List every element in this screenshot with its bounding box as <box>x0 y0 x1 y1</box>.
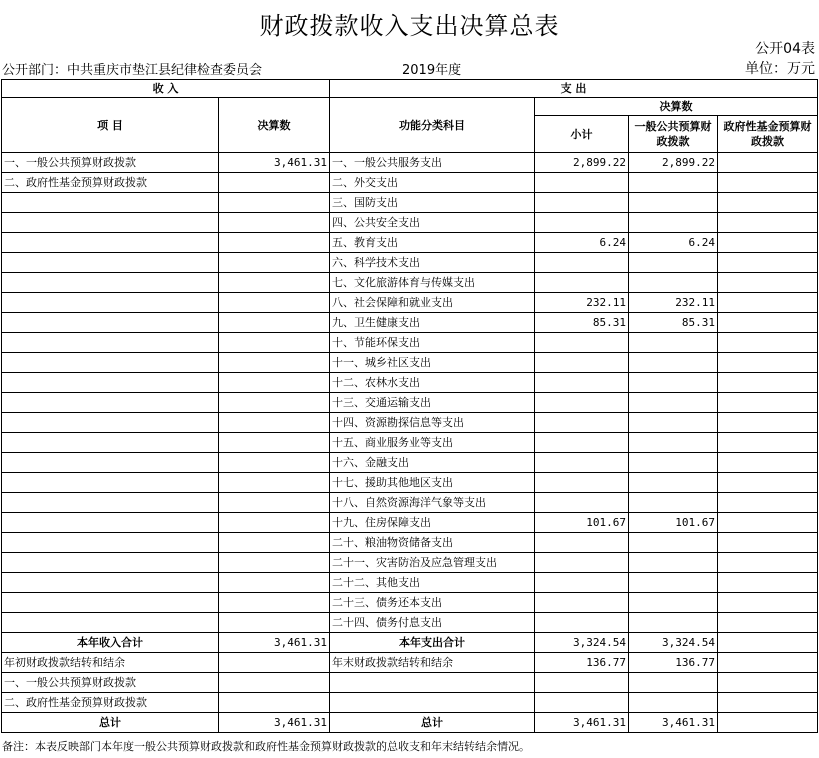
subtotal-cell <box>535 453 629 473</box>
table-row <box>2 413 818 433</box>
income-total-cell: 3,461.31 <box>219 633 330 653</box>
income-amount-cell <box>219 373 330 393</box>
unit-label: 单位：万元 <box>745 61 815 77</box>
subtotal-cell <box>535 613 629 633</box>
income-amount-cell <box>219 253 330 273</box>
fiscal-year: 2019年度 <box>402 63 462 78</box>
expense-item-cell: 一、一般公共服务支出 <box>330 153 535 173</box>
expense-item-cell: 二十一、灾害防治及应急管理支出 <box>330 553 535 573</box>
empty-cell <box>535 673 629 693</box>
general-budget-cell <box>629 593 718 613</box>
header-final-amount: 决算数 <box>219 98 330 153</box>
gov-fund-cell <box>718 333 818 353</box>
form-number: 公开04表 <box>755 41 815 57</box>
gov-fund-cell <box>718 573 818 593</box>
subtotal-cell <box>535 413 629 433</box>
table-row <box>2 253 818 273</box>
general-budget-cell <box>629 613 718 633</box>
general-budget-cell: 232.11 <box>629 293 718 313</box>
gov-fund-cell <box>718 353 818 373</box>
gov-fund-cell <box>718 513 818 533</box>
expense-total-sub-cell: 3,324.54 <box>535 633 629 653</box>
empty-cell <box>629 693 718 713</box>
grand-income-cell: 3,461.31 <box>219 713 330 733</box>
subtotal-cell <box>535 433 629 453</box>
table-row <box>2 573 818 593</box>
income-amount-cell <box>219 413 330 433</box>
table-row <box>2 553 818 573</box>
header-gov-fund: 政府性基金预算财政拨款 <box>718 116 818 153</box>
gov-fund-cell <box>718 273 818 293</box>
expense-item-cell: 十三、交通运输支出 <box>330 393 535 413</box>
table-row <box>2 173 818 193</box>
header-general-budget: 一般公共预算财政拨款 <box>629 116 718 153</box>
budget-table <box>1 79 818 733</box>
general-budget-cell <box>629 573 718 593</box>
gov-fund-cell <box>718 233 818 253</box>
subtotal-cell <box>535 373 629 393</box>
subtotal-cell <box>535 553 629 573</box>
gov-fund-cell <box>718 553 818 573</box>
gov-fund-cell <box>718 613 818 633</box>
general-budget-cell: 85.31 <box>629 313 718 333</box>
header-final-amount-2: 决算数 <box>535 98 818 116</box>
general-budget-cell: 6.24 <box>629 233 718 253</box>
header-subtotal: 小计 <box>535 116 629 153</box>
income-item-cell <box>2 313 219 333</box>
empty-cell <box>535 693 629 713</box>
subtotal-cell <box>535 533 629 553</box>
table-row <box>2 453 818 473</box>
gov-fund-cell <box>718 173 818 193</box>
subtotal-cell <box>535 333 629 353</box>
general-budget-cell <box>629 473 718 493</box>
general-budget-cell <box>629 393 718 413</box>
income-amount-cell <box>219 533 330 553</box>
gov-fund-cell <box>718 473 818 493</box>
income-item-cell <box>2 473 219 493</box>
income-amount-cell <box>219 453 330 473</box>
begin-general-label-cell: 一、一般公共预算财政拨款 <box>2 673 219 693</box>
general-budget-cell <box>629 533 718 553</box>
empty-cell <box>718 693 818 713</box>
header-row-1 <box>2 80 818 98</box>
begin-general-amount-cell <box>219 673 330 693</box>
income-item-cell <box>2 353 219 373</box>
grand-fund-cell <box>718 713 818 733</box>
table-row <box>2 273 818 293</box>
income-item-cell: 一、一般公共预算财政拨款 <box>2 153 219 173</box>
income-item-cell <box>2 433 219 453</box>
income-item-cell <box>2 373 219 393</box>
income-amount-cell <box>219 593 330 613</box>
table-row <box>2 433 818 453</box>
income-item-cell <box>2 393 219 413</box>
general-budget-cell: 101.67 <box>629 513 718 533</box>
end-fund-cell <box>718 653 818 673</box>
table-row <box>2 593 818 613</box>
begin-fund-label-cell: 二、政府性基金预算财政拨款 <box>2 693 219 713</box>
subtotal-cell <box>535 573 629 593</box>
income-amount-cell <box>219 513 330 533</box>
gov-fund-cell <box>718 413 818 433</box>
income-item-cell: 二、政府性基金预算财政拨款 <box>2 173 219 193</box>
income-amount-cell <box>219 233 330 253</box>
table-row <box>2 393 818 413</box>
empty-cell <box>330 673 535 693</box>
gov-fund-cell <box>718 593 818 613</box>
expense-item-cell: 十四、资源勘探信息等支出 <box>330 413 535 433</box>
general-budget-cell <box>629 433 718 453</box>
table-row <box>2 613 818 633</box>
general-budget-cell <box>629 453 718 473</box>
subtotal-cell: 2,899.22 <box>535 153 629 173</box>
gov-fund-cell <box>718 453 818 473</box>
expense-total-label-cell: 本年支出合计 <box>330 633 535 653</box>
gov-fund-cell <box>718 313 818 333</box>
header-row-2 <box>2 98 818 116</box>
carryover-general-row <box>2 673 818 693</box>
income-item-cell <box>2 533 219 553</box>
expense-item-cell: 十二、农林水支出 <box>330 373 535 393</box>
expense-item-cell: 十五、商业服务业等支出 <box>330 433 535 453</box>
income-item-cell <box>2 273 219 293</box>
general-budget-cell <box>629 373 718 393</box>
end-label-cell: 年末财政拨款结转和结余 <box>330 653 535 673</box>
subtotal-cell <box>535 213 629 233</box>
grand-total-row <box>2 713 818 733</box>
income-item-cell <box>2 513 219 533</box>
expense-item-cell: 二十四、债务付息支出 <box>330 613 535 633</box>
footnote: 备注：本表反映部门本年度一般公共预算财政拨款和政府性基金预算财政拨款的总收支和年末结转结余情况。 <box>2 740 530 753</box>
income-amount-cell <box>219 473 330 493</box>
income-item-cell <box>2 193 219 213</box>
expense-item-cell: 十一、城乡社区支出 <box>330 353 535 373</box>
income-item-cell <box>2 573 219 593</box>
expense-total-fund-cell <box>718 633 818 653</box>
expense-item-cell: 二十二、其他支出 <box>330 573 535 593</box>
header-func-category: 功能分类科目 <box>330 98 535 153</box>
income-amount-cell <box>219 293 330 313</box>
subtotal-cell <box>535 353 629 373</box>
gov-fund-cell <box>718 393 818 413</box>
table-row <box>2 533 818 553</box>
expense-item-cell: 二、外交支出 <box>330 173 535 193</box>
end-sub-cell: 136.77 <box>535 653 629 673</box>
income-amount-cell <box>219 313 330 333</box>
income-item-cell <box>2 453 219 473</box>
table-row <box>2 233 818 253</box>
subtotal-cell: 6.24 <box>535 233 629 253</box>
header-expense: 支 出 <box>330 80 818 98</box>
gov-fund-cell <box>718 153 818 173</box>
expense-item-cell: 八、社会保障和就业支出 <box>330 293 535 313</box>
subtotal-cell <box>535 473 629 493</box>
income-amount-cell <box>219 173 330 193</box>
subtotal-cell <box>535 593 629 613</box>
income-item-cell <box>2 493 219 513</box>
table-row <box>2 513 818 533</box>
empty-cell <box>718 673 818 693</box>
expense-item-cell: 十七、援助其他地区支出 <box>330 473 535 493</box>
income-item-cell <box>2 233 219 253</box>
page-title: 财政拨款收入支出决算总表 <box>259 12 560 40</box>
general-budget-cell <box>629 213 718 233</box>
gov-fund-cell <box>718 533 818 553</box>
gov-fund-cell <box>718 193 818 213</box>
income-amount-cell <box>219 573 330 593</box>
expense-item-cell: 九、卫生健康支出 <box>330 313 535 333</box>
general-budget-cell <box>629 413 718 433</box>
end-general-cell: 136.77 <box>629 653 718 673</box>
expense-item-cell: 六、科学技术支出 <box>330 253 535 273</box>
table-row <box>2 373 818 393</box>
table-row <box>2 153 818 173</box>
income-item-cell <box>2 253 219 273</box>
header-income: 收 入 <box>2 80 330 98</box>
income-amount-cell <box>219 393 330 413</box>
income-item-cell <box>2 593 219 613</box>
general-budget-cell <box>629 333 718 353</box>
income-amount-cell <box>219 613 330 633</box>
income-amount-cell <box>219 333 330 353</box>
expense-item-cell: 十、节能环保支出 <box>330 333 535 353</box>
income-item-cell <box>2 213 219 233</box>
header-item: 项 目 <box>2 98 219 153</box>
income-amount-cell <box>219 353 330 373</box>
grand-label-expense-cell: 总计 <box>330 713 535 733</box>
table-row <box>2 313 818 333</box>
income-item-cell <box>2 333 219 353</box>
table-row <box>2 353 818 373</box>
income-amount-cell <box>219 493 330 513</box>
grand-general-cell: 3,461.31 <box>629 713 718 733</box>
subtotal-cell <box>535 193 629 213</box>
general-budget-cell <box>629 193 718 213</box>
gov-fund-cell <box>718 373 818 393</box>
empty-cell <box>330 693 535 713</box>
subtotal-cell: 232.11 <box>535 293 629 313</box>
general-budget-cell <box>629 553 718 573</box>
income-total-label-cell: 本年收入合计 <box>2 633 219 653</box>
income-amount-cell <box>219 193 330 213</box>
table-row <box>2 333 818 353</box>
expense-total-general-cell: 3,324.54 <box>629 633 718 653</box>
expense-item-cell: 三、国防支出 <box>330 193 535 213</box>
gov-fund-cell <box>718 213 818 233</box>
gov-fund-cell <box>718 253 818 273</box>
general-budget-cell <box>629 493 718 513</box>
income-amount-cell <box>219 273 330 293</box>
general-budget-cell <box>629 253 718 273</box>
subtotal-cell <box>535 393 629 413</box>
income-item-cell <box>2 613 219 633</box>
table-row <box>2 193 818 213</box>
department-label: 公开部门：中共重庆市垫江县纪律检查委员会 <box>2 63 263 78</box>
empty-cell <box>629 673 718 693</box>
expense-item-cell: 十九、住房保障支出 <box>330 513 535 533</box>
expense-item-cell: 二十三、债务还本支出 <box>330 593 535 613</box>
expense-item-cell: 五、教育支出 <box>330 233 535 253</box>
table-row <box>2 293 818 313</box>
income-amount-cell: 3,461.31 <box>219 153 330 173</box>
begin-amount-cell <box>219 653 330 673</box>
table-row <box>2 213 818 233</box>
expense-item-cell: 二十、粮油物资储备支出 <box>330 533 535 553</box>
grand-label-income-cell: 总计 <box>2 713 219 733</box>
general-budget-cell <box>629 273 718 293</box>
gov-fund-cell <box>718 493 818 513</box>
subtotal-cell <box>535 173 629 193</box>
expense-item-cell: 七、文化旅游体育与传媒支出 <box>330 273 535 293</box>
income-amount-cell <box>219 213 330 233</box>
begin-fund-amount-cell <box>219 693 330 713</box>
general-budget-cell: 2,899.22 <box>629 153 718 173</box>
income-item-cell <box>2 413 219 433</box>
income-item-cell <box>2 293 219 313</box>
subtotal-cell <box>535 493 629 513</box>
grand-sub-cell: 3,461.31 <box>535 713 629 733</box>
expense-item-cell: 十八、自然资源海洋气象等支出 <box>330 493 535 513</box>
begin-label-cell: 年初财政拨款结转和结余 <box>2 653 219 673</box>
gov-fund-cell <box>718 433 818 453</box>
expense-item-cell: 四、公共安全支出 <box>330 213 535 233</box>
expense-item-cell: 十六、金融支出 <box>330 453 535 473</box>
income-item-cell <box>2 553 219 573</box>
carryover-row <box>2 653 818 673</box>
subtotal-cell: 85.31 <box>535 313 629 333</box>
carryover-fund-row <box>2 693 818 713</box>
general-budget-cell <box>629 173 718 193</box>
subtotal-cell: 101.67 <box>535 513 629 533</box>
subtotal-cell <box>535 253 629 273</box>
income-amount-cell <box>219 433 330 453</box>
table-row <box>2 473 818 493</box>
table-row <box>2 493 818 513</box>
income-total-row <box>2 633 818 653</box>
income-amount-cell <box>219 553 330 573</box>
general-budget-cell <box>629 353 718 373</box>
subtotal-cell <box>535 273 629 293</box>
gov-fund-cell <box>718 293 818 313</box>
